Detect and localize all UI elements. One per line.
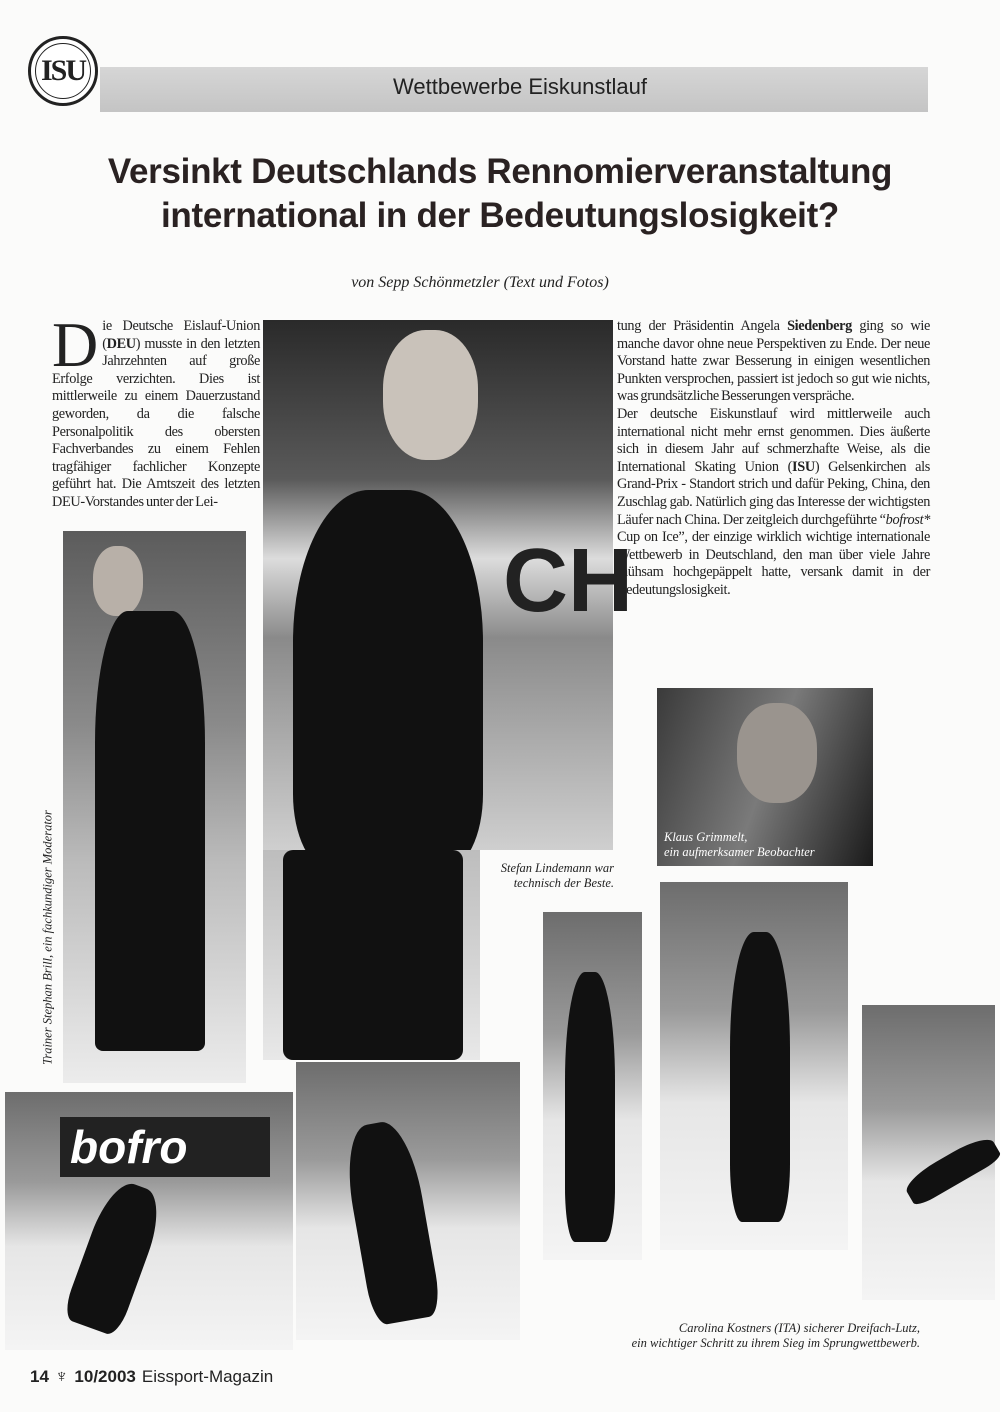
- skater-leg: [901, 1132, 1003, 1208]
- issue-number: 10/2003: [74, 1366, 136, 1386]
- caption-line: ein wichtiger Schritt zu ihrem Sieg im Sprungwettbewerb.: [631, 1336, 920, 1350]
- text: tung der Präsidentin Angela: [617, 318, 788, 334]
- caption-line: ein aufmerksamer Beobachter: [664, 845, 815, 859]
- paragraph: [617, 406, 930, 600]
- skater-figure: [61, 1176, 169, 1337]
- logo-text: ISU: [40, 54, 86, 87]
- drop-cap: D: [52, 309, 99, 380]
- headline-line-1: Versinkt Deutschlands Rennomierveranstaltung: [107, 152, 893, 191]
- bofrost-banner: bofro: [60, 1117, 270, 1177]
- skater-legs: [283, 850, 463, 1060]
- text: ging so wie manche davor ohne neue Perspektiven zu Ende. Der neue Vorstand hatte zwar Besserung in einigen wesentlichen Punkten versprochen, passiert ist jedoch so gut wie nichts, was grundsätzliche Besserungen verspräche.: [617, 318, 930, 405]
- photo-sequence-5: [862, 1005, 995, 1300]
- text: Der deutsche Eiskunstlauf wird mittlerweile auch international nicht mehr ernst genommen. Dies äußerte sich in diesem Jahr auf schmerzhafte Weise, als die International Skating Union (: [617, 405, 930, 475]
- skater-figure: [339, 1117, 443, 1326]
- caption-trainer: Trainer Stephan Brill, ein fachkundiger Moderator: [40, 810, 55, 1065]
- skater-head: [383, 330, 478, 460]
- trainer-head: [93, 546, 143, 616]
- text-italic: bofrost*: [885, 511, 930, 528]
- text: ) Gelsenkirchen als Grand-Prix - Standort strich und dafür Peking, China, den Zuschlag gab. Natürlich ging das Interesse der wichtigsten Läufer nach China. Der zeitgleich durchgeführte “: [617, 458, 930, 528]
- article-column-right: [617, 318, 930, 600]
- photo-sequence-4: [660, 882, 848, 1250]
- text-bold: DEU: [106, 335, 136, 352]
- photo-trainer: [63, 531, 246, 1083]
- section-title: Wettbewerbe Eiskunstlauf: [393, 74, 647, 99]
- skater-figure: [565, 972, 615, 1242]
- photo-sequence-1: [5, 1092, 293, 1350]
- text: ) musste in den letzten Jahrzehnten auf große Erfolge verzichten. Dies ist mittlerweile zu einem Dauerzustand geworden, da die falsche Personalpolitik des obersten Fachverbandes zu einem Fehlen tragfähiger fachlicher Konzepte geführt hat. Die Amtszeit des letzten DEU-Vorstandes unter der Lei-: [52, 335, 260, 510]
- klaus-head: [737, 703, 817, 803]
- article-column-left: [52, 309, 260, 512]
- byline: von Sepp Schönmetzler (Text und Fotos): [351, 274, 609, 291]
- text: ie Deutsche Eislauf-Union (: [102, 318, 260, 352]
- photo-stefan-lindemann: [263, 320, 633, 850]
- text-bold: Siedenberg: [787, 318, 852, 334]
- trainer-figure: [95, 611, 205, 1051]
- skater-figure: [293, 490, 483, 870]
- isu-logo: [28, 36, 98, 106]
- caption-carolina: [560, 1321, 920, 1351]
- skater-figure: [730, 932, 790, 1222]
- photo-sequence-3: [543, 912, 642, 1260]
- photo-sequence-2: [296, 1062, 520, 1340]
- page-footer: [30, 1366, 273, 1387]
- headline-line-2: international in der Bedeutungslosigkeit?: [160, 196, 840, 235]
- text-bold: ISU: [792, 458, 815, 475]
- caption-line: Klaus Grimmelt,: [664, 830, 748, 844]
- banner-letters: CH: [503, 531, 633, 631]
- photo-stefan-lower: [263, 850, 480, 1060]
- paragraph: [617, 318, 930, 406]
- page-number: 14: [30, 1366, 49, 1386]
- text: Cup on Ice”, der einzige wirklich wichtige internationale Wettbewerb in Deutschland, den man über viele Jahre mühsam hochgepäppelt hatte, versank damit in der Bedeutungslosigkeit.: [617, 529, 930, 598]
- caption-klaus: [664, 830, 815, 860]
- magazine-name: Eissport-Magazin: [141, 1366, 274, 1386]
- skate-logo-icon: ♆: [54, 1366, 69, 1386]
- caption-stefan: Stefan Lindemann war technisch der Beste.: [500, 861, 614, 890]
- caption-line: Carolina Kostners (ITA) sicherer Dreifach-Lutz,: [678, 1321, 920, 1335]
